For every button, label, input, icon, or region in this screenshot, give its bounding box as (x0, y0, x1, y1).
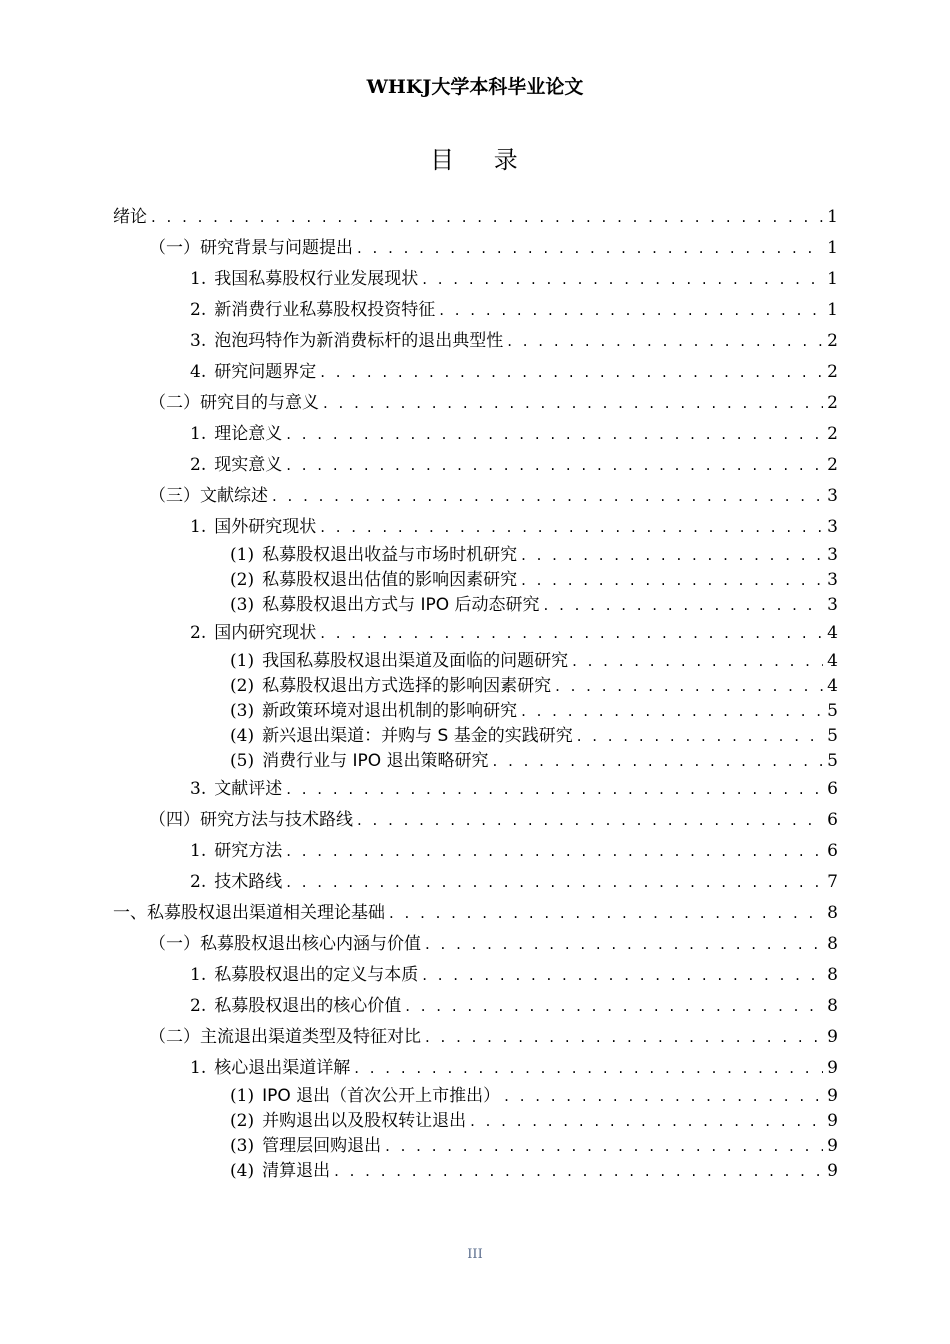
toc-leader-dots (286, 836, 823, 867)
toc-entry[interactable] (113, 1022, 838, 1053)
toc-entry-page: 9 (827, 1027, 838, 1047)
toc-leader-dots (521, 543, 823, 568)
toc-entry-title: 研究方法 (214, 841, 283, 861)
toc-entry-title: 新消费行业私募股权投资特征 (214, 300, 436, 320)
toc-entry-title: （四）研究方法与技术路线 (149, 810, 353, 830)
toc-entry-title: 并购退出以及股权转让退出 (262, 1111, 467, 1131)
toc-leader-dots (572, 649, 823, 674)
toc-entry-title: 私募股权退出估值的影响因素研究 (262, 570, 518, 590)
toc-entry-number: 2. (190, 455, 207, 475)
toc-entry[interactable] (113, 1159, 838, 1184)
toc-entry-title: 国内研究现状 (214, 623, 317, 643)
toc-entry[interactable] (113, 960, 838, 991)
toc-leader-dots (357, 233, 823, 264)
toc-entry-title: 新政策环境对退出机制的影响研究 (262, 701, 518, 721)
toc-leader-dots (334, 1159, 823, 1184)
toc-leader-dots (493, 749, 824, 774)
toc-entry-number: 3. (190, 331, 207, 351)
toc-entry-page: 9 (827, 1136, 838, 1156)
toc-entry-page: 9 (827, 1058, 838, 1078)
toc-entry-title: （一）研究背景与问题提出 (149, 238, 353, 258)
toc-entry-number: (2) (230, 570, 255, 590)
toc-entry[interactable] (113, 450, 838, 481)
toc-entry-title: 核心退出渠道详解 (214, 1058, 351, 1078)
toc-entry-page: 5 (827, 701, 838, 721)
toc-entry-number: 4. (190, 362, 207, 382)
toc-entry-page: 8 (827, 996, 838, 1016)
toc-entry-title: 新兴退出渠道：并购与 S 基金的实践研究 (262, 726, 573, 746)
toc-entry-number: 1. (190, 269, 207, 289)
toc-leader-dots (422, 264, 823, 295)
toc-leader-dots (320, 618, 823, 649)
toc-leader-dots (389, 898, 823, 929)
toc-leader-dots (320, 357, 823, 388)
toc-leader-dots (354, 1053, 823, 1084)
toc-entry[interactable] (113, 357, 838, 388)
toc-entry-title: 私募股权退出收益与市场时机研究 (262, 545, 518, 565)
toc-entry-number: 3. (190, 779, 207, 799)
toc-entry-number: (1) (230, 545, 255, 565)
toc-entry[interactable] (113, 326, 838, 357)
toc-entry[interactable] (113, 202, 838, 233)
toc-entry-title: 消费行业与 IPO 退出策略研究 (262, 751, 489, 771)
toc-entry-page: 4 (827, 651, 838, 671)
toc-entry-page: 2 (827, 455, 838, 475)
toc-entry-page: 6 (827, 779, 838, 799)
toc-entry-title: （二）主流退出渠道类型及特征对比 (149, 1027, 421, 1047)
toc-leader-dots (425, 929, 823, 960)
toc-entry-title: 私募股权退出的核心价值 (214, 996, 402, 1016)
toc-entry-title: 国外研究现状 (214, 517, 317, 537)
toc-entry-number: (1) (230, 1086, 255, 1106)
toc-entry-title: 私募股权退出方式与 IPO 后动态研究 (262, 595, 540, 615)
toc-entry-page: 3 (827, 517, 838, 537)
toc-entry[interactable] (113, 674, 838, 699)
toc-entry-page: 3 (827, 545, 838, 565)
toc-leader-dots (521, 699, 823, 724)
toc-entry-page: 4 (827, 676, 838, 696)
toc-leader-dots (439, 295, 823, 326)
toc-entry[interactable] (113, 618, 838, 649)
toc-entry-page: 9 (827, 1161, 838, 1181)
toc-entry-page: 7 (827, 872, 838, 892)
toc-entry[interactable] (113, 593, 838, 618)
toc-entry[interactable] (113, 774, 838, 805)
toc-leader-dots (504, 1084, 823, 1109)
toc-entry[interactable] (113, 233, 838, 264)
toc-entry-number: 1. (190, 841, 207, 861)
document-header: WHKJ大学本科毕业论文 (366, 76, 584, 98)
toc-entry-page: 5 (827, 726, 838, 746)
toc-entry-page: 1 (827, 238, 838, 258)
toc-entry[interactable] (113, 836, 838, 867)
toc-entry-number: 1. (190, 517, 207, 537)
toc-leader-dots (286, 774, 823, 805)
toc-entry-number: 2. (190, 996, 207, 1016)
page-title: 目 录 (430, 146, 534, 174)
toc-entry[interactable] (113, 991, 838, 1022)
toc-entry-number: 1. (190, 965, 207, 985)
toc-entry-page: 5 (827, 751, 838, 771)
toc-entry-title: 我国私募股权退出渠道及面临的问题研究 (262, 651, 569, 671)
toc-entry-page: 8 (827, 903, 838, 923)
toc-entry-title: 理论意义 (214, 424, 283, 444)
toc-entry-number: (4) (230, 726, 255, 746)
page-number: III (467, 1247, 483, 1262)
toc-entry-number: 2. (190, 623, 207, 643)
toc-leader-dots (555, 674, 823, 699)
toc-entry-number: (2) (230, 676, 255, 696)
toc-entry-title: 研究问题界定 (214, 362, 317, 382)
toc-entry[interactable] (113, 419, 838, 450)
toc-entry[interactable] (113, 1109, 838, 1134)
toc-leader-dots (422, 960, 823, 991)
toc-entry[interactable] (113, 543, 838, 568)
toc-leader-dots (272, 481, 823, 512)
toc-entry-page: 8 (827, 934, 838, 954)
toc-entry-number: 1. (190, 424, 207, 444)
toc-entry-page: 6 (827, 810, 838, 830)
toc-leader-dots (357, 805, 823, 836)
toc-entry[interactable] (113, 1084, 838, 1109)
toc-leader-dots (577, 724, 823, 749)
toc-entry[interactable] (113, 1053, 838, 1084)
toc-entry[interactable] (113, 264, 838, 295)
toc-entry-number: (4) (230, 1161, 255, 1181)
toc-entry-title: （一）私募股权退出核心内涵与价值 (149, 934, 421, 954)
toc-leader-dots (151, 202, 823, 233)
toc-entry[interactable] (113, 649, 838, 674)
toc-entry-title: 管理层回购退出 (262, 1136, 382, 1156)
toc-entry[interactable] (113, 805, 838, 836)
toc-entry-number: (3) (230, 595, 255, 615)
toc-entry-title: 私募股权退出的定义与本质 (214, 965, 419, 985)
toc-entry-number: (3) (230, 1136, 255, 1156)
toc-leader-dots (320, 512, 823, 543)
toc-entry-title: IPO 退出（首次公开上市推出） (262, 1086, 501, 1106)
toc-leader-dots (286, 867, 823, 898)
toc-entry-page: 3 (827, 486, 838, 506)
toc-entry-title: 文献评述 (214, 779, 283, 799)
toc-entry-number: 2. (190, 300, 207, 320)
toc-entry-title: 一、私募股权退出渠道相关理论基础 (113, 903, 385, 923)
toc-entry-number: (3) (230, 701, 255, 721)
toc-entry[interactable] (113, 388, 838, 419)
toc-entry-page: 3 (827, 570, 838, 590)
toc-entry-title: 私募股权退出方式选择的影响因素研究 (262, 676, 552, 696)
toc-entry-number: (1) (230, 651, 255, 671)
toc-entry-number: (5) (230, 751, 255, 771)
toc-entry[interactable] (113, 481, 838, 512)
toc-entry-page: 3 (827, 595, 838, 615)
toc-entry-number: (2) (230, 1111, 255, 1131)
toc-entry-page: 2 (827, 362, 838, 382)
toc-entry-page: 9 (827, 1111, 838, 1131)
toc-entry-page: 2 (827, 331, 838, 351)
toc-leader-dots (470, 1109, 823, 1134)
toc-entry[interactable] (113, 749, 838, 774)
toc-entry-title: （三）文献综述 (149, 486, 268, 506)
toc-entry-page: 1 (827, 269, 838, 289)
toc-entry-page: 2 (827, 424, 838, 444)
toc-entry-number: 1. (190, 1058, 207, 1078)
toc-leader-dots (405, 991, 823, 1022)
toc-leader-dots (521, 568, 823, 593)
toc-entry-page: 1 (827, 300, 838, 320)
toc-entry[interactable] (113, 699, 838, 724)
toc-leader-dots (544, 593, 824, 618)
toc-entry-title: 清算退出 (262, 1161, 331, 1181)
toc-entry-title: 我国私募股权行业发展现状 (214, 269, 419, 289)
toc-entry-title: 泡泡玛特作为新消费标杆的退出典型性 (214, 331, 504, 351)
toc-leader-dots (507, 326, 823, 357)
toc-entry-number: 2. (190, 872, 207, 892)
toc-entry[interactable] (113, 867, 838, 898)
toc-leader-dots (425, 1022, 823, 1053)
toc-entry-page: 4 (827, 623, 838, 643)
toc-entry-title: 绪论 (113, 207, 147, 227)
toc-entry-title: 技术路线 (214, 872, 283, 892)
toc-entry[interactable] (113, 512, 838, 543)
toc-entry-page: 1 (827, 207, 838, 227)
toc-entry[interactable] (113, 724, 838, 749)
toc-entry-title: （二）研究目的与意义 (149, 393, 319, 413)
table-of-contents (113, 202, 838, 1184)
toc-leader-dots (323, 388, 823, 419)
toc-entry[interactable] (113, 295, 838, 326)
toc-leader-dots (385, 1134, 823, 1159)
toc-entry-page: 2 (827, 393, 838, 413)
toc-entry[interactable] (113, 898, 838, 929)
toc-entry[interactable] (113, 568, 838, 593)
toc-entry[interactable] (113, 929, 838, 960)
toc-entry-page: 8 (827, 965, 838, 985)
toc-entry-title: 现实意义 (214, 455, 283, 475)
toc-entry-page: 9 (827, 1086, 838, 1106)
toc-entry[interactable] (113, 1134, 838, 1159)
toc-leader-dots (286, 419, 823, 450)
toc-entry-page: 6 (827, 841, 838, 861)
toc-leader-dots (286, 450, 823, 481)
